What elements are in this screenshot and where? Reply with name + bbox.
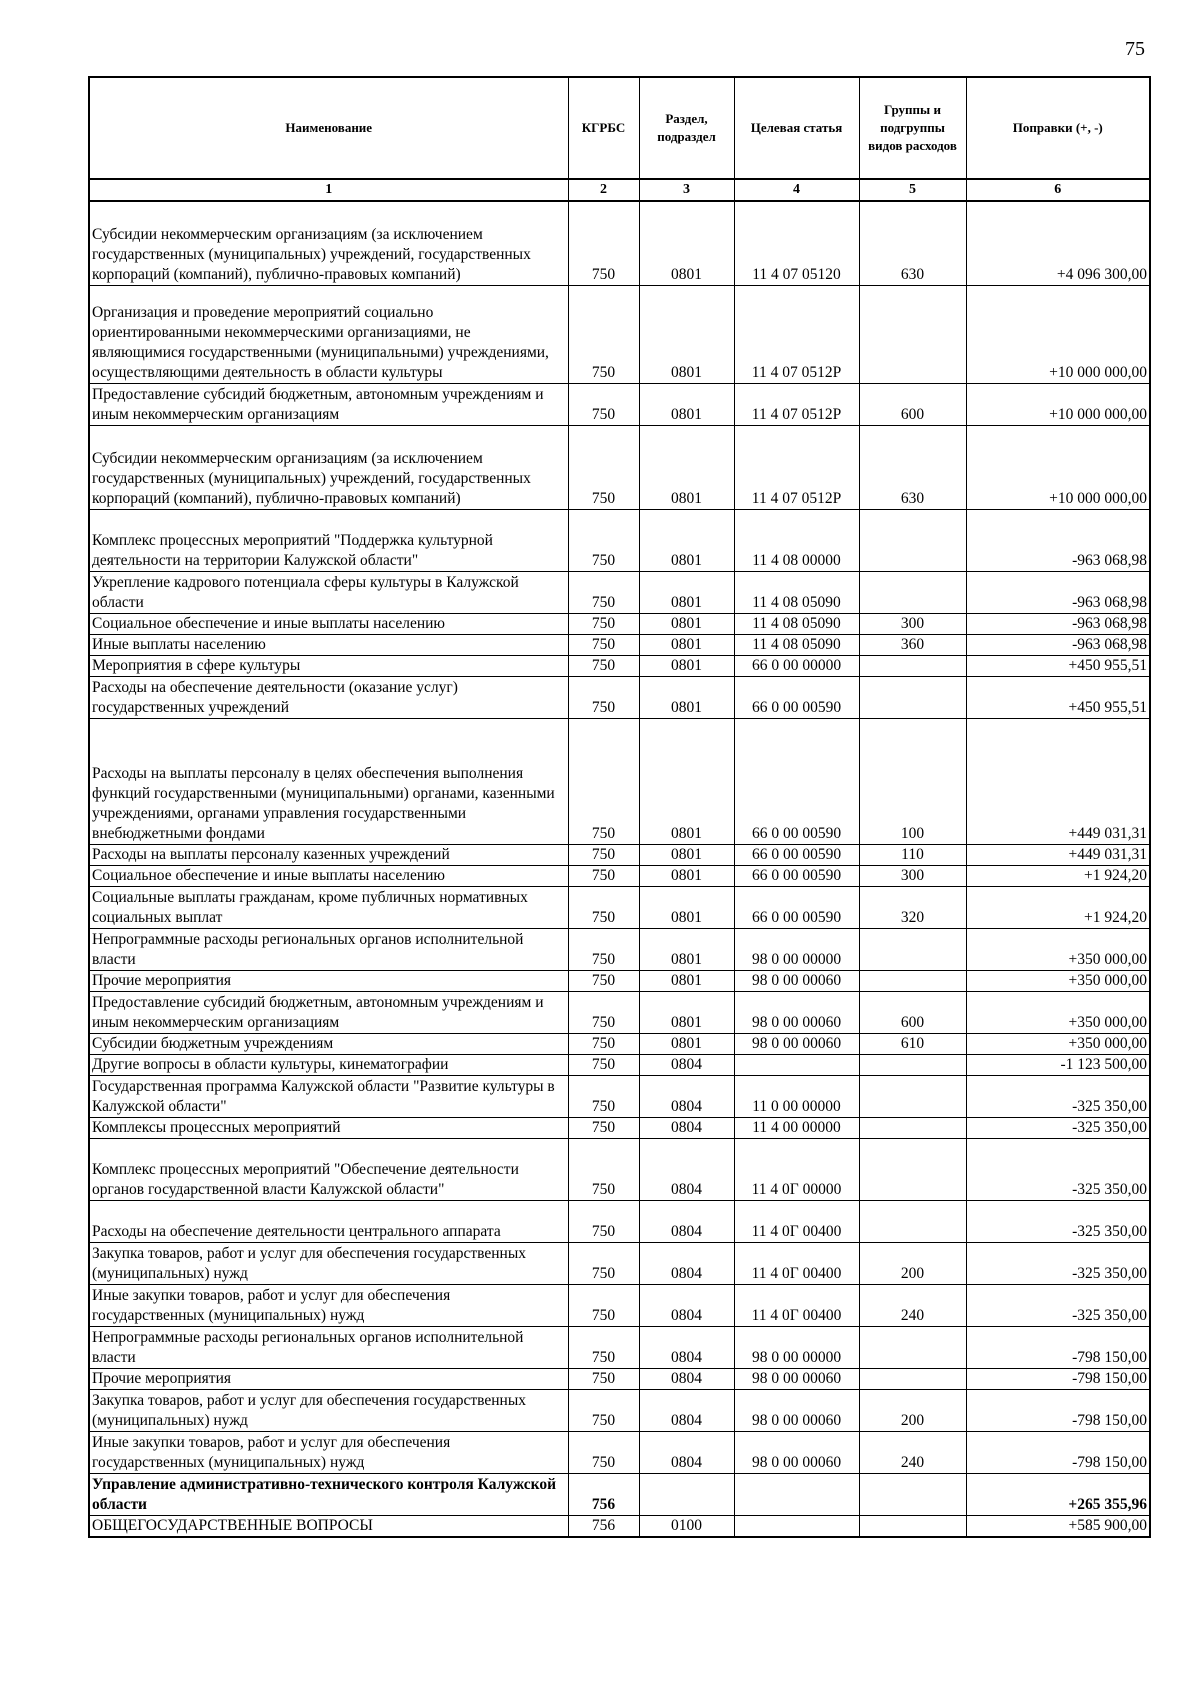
row-kgrbs: 750: [568, 285, 639, 383]
row-target-article: 11 4 0Г 00400: [734, 1200, 859, 1242]
row-expense-group: [859, 1326, 966, 1368]
row-kgrbs: 750: [568, 1033, 639, 1054]
row-expense-group: [859, 1054, 966, 1075]
row-expense-group: 300: [859, 865, 966, 886]
row-amendment-amount: -963 068,98: [966, 613, 1150, 634]
row-target-article: 66 0 00 00590: [734, 886, 859, 928]
row-amendment-amount: +585 900,00: [966, 1515, 1150, 1537]
row-expense-group: [859, 1515, 966, 1537]
row-name: Субсидии некоммерческим организациям (за исключением государственных (муниципальных) учреждений, государственных корпораций (компаний), публично-правовых компаний): [89, 201, 568, 285]
row-kgrbs: 750: [568, 1054, 639, 1075]
row-target-article: 11 4 0Г 00400: [734, 1242, 859, 1284]
row-expense-group: 240: [859, 1431, 966, 1473]
row-section: 0804: [639, 1138, 734, 1200]
row-section: 0801: [639, 676, 734, 718]
row-name: Расходы на обеспечение деятельности (оказание услуг) государственных учреждений: [89, 676, 568, 718]
row-kgrbs: 750: [568, 509, 639, 571]
row-name: Государственная программа Калужской области "Развитие культуры в Калужской области": [89, 1075, 568, 1117]
table-row: [89, 383, 1150, 425]
table-row: [89, 1515, 1150, 1537]
row-kgrbs: 750: [568, 201, 639, 285]
row-expense-group: [859, 1075, 966, 1117]
row-section: 0801: [639, 285, 734, 383]
row-target-article: 98 0 00 00060: [734, 1033, 859, 1054]
row-target-article: 98 0 00 00060: [734, 1368, 859, 1389]
row-name: Непрограммные расходы региональных органов исполнительной власти: [89, 928, 568, 970]
row-kgrbs: 750: [568, 991, 639, 1033]
column-number-row: [89, 179, 1150, 201]
row-name: Прочие мероприятия: [89, 970, 568, 991]
row-name: Расходы на выплаты персоналу в целях обеспечения выполнения функций государственными (муниципальными) органами, казенными учреждениями, органами управления государственными внебюджетными фондами: [89, 718, 568, 844]
row-expense-group: 630: [859, 201, 966, 285]
row-kgrbs: 750: [568, 1242, 639, 1284]
row-target-article: 66 0 00 00590: [734, 865, 859, 886]
header-target: Целевая статья: [734, 77, 859, 179]
row-target-article: 98 0 00 00060: [734, 991, 859, 1033]
table-row: [89, 655, 1150, 676]
row-name: ОБЩЕГОСУДАРСТВЕННЫЕ ВОПРОСЫ: [89, 1515, 568, 1537]
column-number: 6: [966, 179, 1150, 201]
table-row: [89, 886, 1150, 928]
row-amendment-amount: -1 123 500,00: [966, 1054, 1150, 1075]
row-target-article: 11 4 08 05090: [734, 613, 859, 634]
row-kgrbs: 750: [568, 844, 639, 865]
table-row: [89, 1138, 1150, 1200]
row-section: 0804: [639, 1284, 734, 1326]
row-name: Другие вопросы в области культуры, кинематографии: [89, 1054, 568, 1075]
row-amendment-amount: -963 068,98: [966, 509, 1150, 571]
row-name: Организация и проведение мероприятий социально ориентированными некоммерческими организациями, не являющимися государственными (муниципальными) учреждениями, осуществляющими деятельность в области культуры: [89, 285, 568, 383]
row-expense-group: [859, 1200, 966, 1242]
row-amendment-amount: +1 924,20: [966, 886, 1150, 928]
row-section: [639, 1473, 734, 1515]
row-section: 0804: [639, 1326, 734, 1368]
row-amendment-amount: -325 350,00: [966, 1242, 1150, 1284]
row-section: 0804: [639, 1117, 734, 1138]
row-target-article: 98 0 00 00060: [734, 970, 859, 991]
row-expense-group: [859, 509, 966, 571]
row-kgrbs: 750: [568, 970, 639, 991]
row-amendment-amount: -325 350,00: [966, 1075, 1150, 1117]
row-target-article: 11 4 08 00000: [734, 509, 859, 571]
row-kgrbs: 750: [568, 613, 639, 634]
table-row: [89, 571, 1150, 613]
table-row: [89, 844, 1150, 865]
row-name: Социальные выплаты гражданам, кроме публичных нормативных социальных выплат: [89, 886, 568, 928]
row-kgrbs: 750: [568, 1368, 639, 1389]
row-expense-group: [859, 970, 966, 991]
row-section: 0801: [639, 1033, 734, 1054]
row-section: 0801: [639, 509, 734, 571]
row-expense-group: 600: [859, 991, 966, 1033]
row-amendment-amount: +350 000,00: [966, 928, 1150, 970]
row-expense-group: [859, 285, 966, 383]
row-target-article: 66 0 00 00590: [734, 676, 859, 718]
row-section: 0801: [639, 383, 734, 425]
budget-amendments-table: [88, 76, 1151, 1538]
table-row: [89, 201, 1150, 285]
row-target-article: 11 4 00 00000: [734, 1117, 859, 1138]
row-expense-group: [859, 571, 966, 613]
row-name: Расходы на обеспечение деятельности центрального аппарата: [89, 1200, 568, 1242]
row-target-article: 98 0 00 00060: [734, 1431, 859, 1473]
row-expense-group: [859, 1368, 966, 1389]
row-target-article: 11 4 0Г 00000: [734, 1138, 859, 1200]
table-body: [89, 201, 1150, 1537]
row-expense-group: 240: [859, 1284, 966, 1326]
row-name: Иные закупки товаров, работ и услуг для обеспечения государственных (муниципальных) нужд: [89, 1431, 568, 1473]
row-section: 0801: [639, 425, 734, 509]
table-row: [89, 613, 1150, 634]
row-section: 0801: [639, 970, 734, 991]
row-expense-group: 630: [859, 425, 966, 509]
header-section: Раздел, подраздел: [639, 77, 734, 179]
row-kgrbs: 750: [568, 571, 639, 613]
row-name: Укрепление кадрового потенциала сферы культуры в Калужской области: [89, 571, 568, 613]
table-row: [89, 425, 1150, 509]
row-amendment-amount: -325 350,00: [966, 1200, 1150, 1242]
row-target-article: [734, 1515, 859, 1537]
row-section: 0801: [639, 718, 734, 844]
table-row: [89, 1033, 1150, 1054]
row-amendment-amount: +450 955,51: [966, 655, 1150, 676]
row-name: Закупка товаров, работ и услуг для обеспечения государственных (муниципальных) нужд: [89, 1389, 568, 1431]
row-section: 0801: [639, 634, 734, 655]
table-row: [89, 509, 1150, 571]
row-amendment-amount: -325 350,00: [966, 1117, 1150, 1138]
row-name: Расходы на выплаты персоналу казенных учреждений: [89, 844, 568, 865]
row-name: Предоставление субсидий бюджетным, автономным учреждениям и иным некоммерческим организациям: [89, 383, 568, 425]
row-target-article: [734, 1054, 859, 1075]
row-amendment-amount: +449 031,31: [966, 718, 1150, 844]
row-expense-group: 110: [859, 844, 966, 865]
row-target-article: 11 4 07 0512Р: [734, 383, 859, 425]
row-target-article: 66 0 00 00000: [734, 655, 859, 676]
row-kgrbs: 750: [568, 1284, 639, 1326]
row-amendment-amount: -325 350,00: [966, 1284, 1150, 1326]
row-kgrbs: 750: [568, 676, 639, 718]
header-kgrbs: КГРБС: [568, 77, 639, 179]
row-section: 0801: [639, 655, 734, 676]
row-amendment-amount: -963 068,98: [966, 634, 1150, 655]
row-expense-group: 100: [859, 718, 966, 844]
column-number: 2: [568, 179, 639, 201]
row-name: Прочие мероприятия: [89, 1368, 568, 1389]
row-name: Предоставление субсидий бюджетным, автономным учреждениям и иным некоммерческим организациям: [89, 991, 568, 1033]
row-target-article: 66 0 00 00590: [734, 718, 859, 844]
row-name: Иные закупки товаров, работ и услуг для обеспечения государственных (муниципальных) нужд: [89, 1284, 568, 1326]
row-kgrbs: 750: [568, 718, 639, 844]
row-kgrbs: 750: [568, 1117, 639, 1138]
row-amendment-amount: +10 000 000,00: [966, 285, 1150, 383]
table-row: [89, 1075, 1150, 1117]
row-amendment-amount: -798 150,00: [966, 1389, 1150, 1431]
row-target-article: 11 4 07 05120: [734, 201, 859, 285]
row-kgrbs: 750: [568, 1138, 639, 1200]
row-section: 0804: [639, 1389, 734, 1431]
table-row: [89, 1117, 1150, 1138]
page-number: 75: [1125, 38, 1145, 60]
column-number: 3: [639, 179, 734, 201]
column-number: 4: [734, 179, 859, 201]
row-kgrbs: 750: [568, 865, 639, 886]
row-amendment-amount: +265 355,96: [966, 1473, 1150, 1515]
row-section: 0804: [639, 1431, 734, 1473]
row-amendment-amount: +350 000,00: [966, 1033, 1150, 1054]
row-kgrbs: 750: [568, 655, 639, 676]
row-expense-group: [859, 1473, 966, 1515]
row-amendment-amount: +10 000 000,00: [966, 425, 1150, 509]
table-row: [89, 718, 1150, 844]
row-name: Мероприятия в сфере культуры: [89, 655, 568, 676]
row-name: Субсидии некоммерческим организациям (за исключением государственных (муниципальных) учреждений, государственных корпораций (компаний), публично-правовых компаний): [89, 425, 568, 509]
table-row: [89, 285, 1150, 383]
row-kgrbs: 750: [568, 928, 639, 970]
row-target-article: 66 0 00 00590: [734, 844, 859, 865]
row-target-article: 98 0 00 00000: [734, 928, 859, 970]
row-section: 0801: [639, 613, 734, 634]
header-amendments: Поправки (+, -): [966, 77, 1150, 179]
row-target-article: 11 4 0Г 00400: [734, 1284, 859, 1326]
row-target-article: 11 4 07 0512Р: [734, 285, 859, 383]
row-target-article: 98 0 00 00060: [734, 1389, 859, 1431]
table-row: [89, 676, 1150, 718]
table-row: [89, 634, 1150, 655]
row-amendment-amount: +350 000,00: [966, 991, 1150, 1033]
row-kgrbs: 756: [568, 1473, 639, 1515]
row-amendment-amount: -798 150,00: [966, 1368, 1150, 1389]
row-name: Иные выплаты населению: [89, 634, 568, 655]
row-name: Субсидии бюджетным учреждениям: [89, 1033, 568, 1054]
row-amendment-amount: +350 000,00: [966, 970, 1150, 991]
row-target-article: 11 4 08 05090: [734, 571, 859, 613]
row-expense-group: 610: [859, 1033, 966, 1054]
row-amendment-amount: -798 150,00: [966, 1431, 1150, 1473]
table-row: [89, 1284, 1150, 1326]
row-name: Комплекс процессных мероприятий "Обеспечение деятельности органов государственной власти Калужской области": [89, 1138, 568, 1200]
row-expense-group: [859, 1138, 966, 1200]
row-kgrbs: 750: [568, 1075, 639, 1117]
header-name: Наименование: [89, 77, 568, 179]
row-amendment-amount: +1 924,20: [966, 865, 1150, 886]
row-amendment-amount: +10 000 000,00: [966, 383, 1150, 425]
row-section: 0804: [639, 1368, 734, 1389]
row-name: Комплекс процессных мероприятий "Поддержка культурной деятельности на территории Калужской области": [89, 509, 568, 571]
row-expense-group: [859, 1117, 966, 1138]
row-section: 0804: [639, 1200, 734, 1242]
row-kgrbs: 750: [568, 1389, 639, 1431]
table-row: [89, 1242, 1150, 1284]
row-name: Непрограммные расходы региональных органов исполнительной власти: [89, 1326, 568, 1368]
row-kgrbs: 750: [568, 1200, 639, 1242]
header-row: [89, 77, 1150, 179]
row-amendment-amount: +450 955,51: [966, 676, 1150, 718]
table-row: [89, 1368, 1150, 1389]
header-groups: Группы и подгруппы видов расходов: [859, 77, 966, 179]
row-amendment-amount: -325 350,00: [966, 1138, 1150, 1200]
row-target-article: [734, 1473, 859, 1515]
row-section: 0801: [639, 571, 734, 613]
row-name: Социальное обеспечение и иные выплаты населению: [89, 865, 568, 886]
row-target-article: 98 0 00 00000: [734, 1326, 859, 1368]
table-row: [89, 928, 1150, 970]
table-row: [89, 1473, 1150, 1515]
row-kgrbs: 750: [568, 1326, 639, 1368]
row-kgrbs: 750: [568, 383, 639, 425]
row-expense-group: 200: [859, 1389, 966, 1431]
row-section: 0804: [639, 1054, 734, 1075]
row-amendment-amount: -798 150,00: [966, 1326, 1150, 1368]
row-section: 0804: [639, 1242, 734, 1284]
row-expense-group: [859, 655, 966, 676]
row-amendment-amount: +449 031,31: [966, 844, 1150, 865]
table-row: [89, 1326, 1150, 1368]
table-row: [89, 1431, 1150, 1473]
row-expense-group: 600: [859, 383, 966, 425]
row-kgrbs: 756: [568, 1515, 639, 1537]
row-target-article: 11 4 08 05090: [734, 634, 859, 655]
row-name: Комплексы процессных мероприятий: [89, 1117, 568, 1138]
row-expense-group: 320: [859, 886, 966, 928]
table-row: [89, 1054, 1150, 1075]
row-name: Закупка товаров, работ и услуг для обеспечения государственных (муниципальных) нужд: [89, 1242, 568, 1284]
row-expense-group: 200: [859, 1242, 966, 1284]
row-section: 0801: [639, 201, 734, 285]
row-section: 0100: [639, 1515, 734, 1537]
row-section: 0801: [639, 865, 734, 886]
row-kgrbs: 750: [568, 1431, 639, 1473]
row-expense-group: [859, 928, 966, 970]
row-section: 0801: [639, 844, 734, 865]
table-row: [89, 1389, 1150, 1431]
row-name: Социальное обеспечение и иные выплаты населению: [89, 613, 568, 634]
table-row: [89, 1200, 1150, 1242]
row-target-article: 11 4 07 0512Р: [734, 425, 859, 509]
row-section: 0804: [639, 1075, 734, 1117]
column-number: 5: [859, 179, 966, 201]
row-amendment-amount: +4 096 300,00: [966, 201, 1150, 285]
column-number: 1: [89, 179, 568, 201]
row-expense-group: [859, 676, 966, 718]
table-row: [89, 970, 1150, 991]
table-row: [89, 991, 1150, 1033]
row-section: 0801: [639, 886, 734, 928]
row-section: 0801: [639, 991, 734, 1033]
row-name: Управление административно-технического контроля Калужской области: [89, 1473, 568, 1515]
row-section: 0801: [639, 928, 734, 970]
row-kgrbs: 750: [568, 425, 639, 509]
table-row: [89, 865, 1150, 886]
row-kgrbs: 750: [568, 634, 639, 655]
row-target-article: 11 0 00 00000: [734, 1075, 859, 1117]
row-amendment-amount: -963 068,98: [966, 571, 1150, 613]
row-kgrbs: 750: [568, 886, 639, 928]
row-expense-group: 360: [859, 634, 966, 655]
row-expense-group: 300: [859, 613, 966, 634]
